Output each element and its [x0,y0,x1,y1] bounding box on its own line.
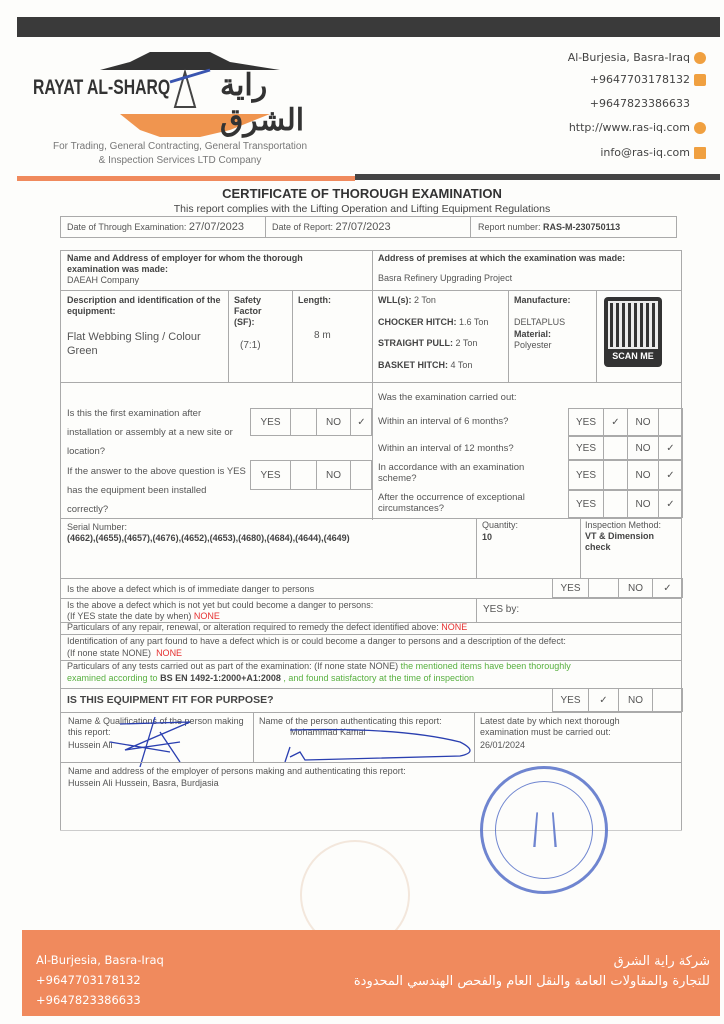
carried-out-3-no-label: NO [627,460,659,490]
carried-out-2-yes-checkbox[interactable] [603,436,628,460]
carried-out-q3: In accordance with an examination scheme? [378,462,525,484]
wll-value: 2 Ton [414,295,436,305]
equipment-desc-label: Description and identification of the equipment: [67,295,221,316]
footer-phone-1: +9647703178132 [36,973,141,987]
contact-text: Al-Burjesia, Basra-Iraq [567,51,690,64]
carried-out-4-yes-label: YES [568,490,604,518]
carried-out-2-no-label: NO [627,436,659,460]
row-divider [60,290,682,291]
maker-value: Hussein Ali [68,740,113,750]
carried-out-label: Was the examination carried out: [378,392,517,403]
yes-by-label: YES by: [483,604,520,615]
first-exam-question: Is this the first examination after installation or assembly at a new site or location? [67,408,233,457]
certificate-subtitle: This report complies with the Lifting Operation and Lifting Equipment Regulations [173,203,551,215]
identification-note: (If none state NONE) [67,648,152,658]
future-danger-value: NONE [193,611,220,621]
maker-label: Name & Qualifications of the person making this report: [68,716,244,737]
authenticator-value: Mohammad Kamal [290,727,366,737]
tagline-line-1: For Trading, General Contracting, General Transportation [52,141,308,152]
website-link[interactable]: http://www.ras-iq.com [568,121,690,134]
carried-out-q2: Within an interval of 12 months? [378,443,514,454]
contact-phone-1 [590,73,706,86]
footer-phone-2: +9647823386633 [36,993,141,1007]
fit-no-checkbox[interactable] [652,688,683,712]
first-exam-yes-label: YES [250,408,291,436]
installed-no-label: NO [316,460,351,490]
qr-scan-label: SCAN ME [612,351,654,361]
future-danger-question: Is the above a defect which is not yet but could become a danger to persons: [67,600,374,610]
carried-out-3-no-checkbox[interactable]: ✓ [658,460,683,490]
row-divider [60,518,682,519]
footer-band [22,930,720,1016]
safety-factor-value: (7:1) [240,340,261,351]
tests-value-2: examined according to [67,673,158,683]
immediate-no-label: NO [618,578,653,598]
first-exam-yes-checkbox[interactable] [290,408,317,436]
carried-out-1-yes-label: YES [568,408,604,436]
installed-yes-label: YES [250,460,291,490]
contact-text: +9647823386633 [589,97,690,110]
col-divider [596,290,597,382]
qr-code[interactable] [604,297,662,367]
footer-tagline-ar: للتجارة والمقاولات العامة والنقل العام والفحص الهندسي المحدودة [353,974,710,989]
col-divider [580,518,581,578]
report-number [478,222,620,233]
premises-value: Basra Refinery Upgrading Project [378,273,513,283]
straight-pull-value: 2 Ton [455,338,478,348]
carried-out-4-no-label: NO [627,490,659,518]
immediate-danger-question: Is the above a defect which is of immediate danger to persons [67,584,315,594]
signatures-ink [100,712,490,772]
method-label: Inspection Method: [585,520,662,530]
fit-no-label: NO [618,688,653,712]
company-stamp [480,766,608,894]
qr-code-icon [608,301,658,349]
premises-label: Address of premises at which the examination was made: [378,253,626,263]
straight-pull-label: STRAIGHT PULL: [378,338,453,348]
choker-label: CHOCKER HITCH: [378,317,457,327]
future-danger-note: (If YES state the date by when) [67,611,192,621]
footer-company-ar: شركة راية الشرق [613,954,710,969]
serial-value: (4662),(4655),(4657),(4676),(4652),(4653),(4680),(4684),(4644),(4649) [67,533,350,543]
col-divider [508,290,509,382]
installed-yes-checkbox[interactable] [290,460,317,490]
row-divider [60,634,682,635]
carried-out-1-no-label: NO [627,408,659,436]
col-divider [476,598,477,622]
material-label: Material: [514,329,552,339]
safety-factor-label: Safety Factor (SF): [234,295,262,327]
row-divider [60,382,682,383]
tests-standard: BS EN 1492-1:2000+A1:2008 [160,673,281,683]
employer-value: DAEAH Company [67,275,140,285]
top-bar [17,17,720,37]
carried-out-4-yes-checkbox[interactable] [603,490,628,518]
carried-out-q1: Within an interval of 6 months? [378,416,509,427]
installed-question: If the answer to the above question is YES has the equipment been installed correctly? [67,466,246,515]
authenticator-label: Name of the person authenticating this report: [259,716,442,726]
employer-of-persons-label: Name and address of the employer of persons making and authenticating this report: [68,766,406,776]
next-exam-label: Latest date by which next thorough examination must be carried out: [480,716,620,737]
manufacture-value: DELTAPLUS [514,317,566,327]
contact-email[interactable] [600,146,706,159]
report-date-value: 27/07/2023 [335,221,391,233]
repair-label: Particulars of any repair, renewal, or alteration required to remedy the defect identified above: [67,622,439,632]
first-exam-no-label: NO [316,408,351,436]
footer-address: Al-Burjesia, Basra-Iraq [36,953,164,967]
carried-out-1-yes-checkbox[interactable]: ✓ [603,408,628,436]
row-divider [60,598,682,599]
report-number-value: RAS-M-230750113 [543,222,621,232]
report-date-label: Date of Report: [272,222,334,232]
method-value: VT & Dimension check [585,531,655,552]
tagline [30,140,330,168]
carried-out-3-yes-label: YES [568,460,604,490]
carried-out-3-yes-checkbox[interactable] [603,460,628,490]
contact-address [568,51,706,64]
exam-date-label: Date of Through Examination: [67,222,187,232]
location-pin-icon [694,52,706,64]
length-label: Length: [298,295,331,305]
quantity-label: Quantity: [482,520,519,530]
carried-out-2-no-checkbox[interactable]: ✓ [658,436,683,460]
report-date [272,222,391,233]
carried-out-2-yes-label: YES [568,436,604,460]
tests-value-1: the mentioned items have been thoroughly [400,661,571,671]
choker-value: 1.6 Ton [459,317,489,327]
col-divider [228,290,229,382]
carried-out-1-no-checkbox[interactable] [658,408,683,436]
company-name-en: RAYAT AL-SHARQ [33,76,171,99]
fit-yes-label: YES [552,688,589,712]
serial-label: Serial Number: [67,522,128,532]
contact-text: +9647703178132 [589,73,690,86]
report-number-label: Report number: [478,222,541,232]
fit-yes-checkbox[interactable]: ✓ [588,688,619,712]
envelope-icon [694,147,706,159]
identification-value: NONE [156,648,183,658]
material-value: Polyester [514,340,552,350]
equipment-desc-value: Flat Webbing Sling / Colour Green [67,331,201,357]
tests-label: Particulars of any tests carried out as part of the examination: (If none state NONE) [67,661,399,671]
wll-label: WLL(s): [378,295,412,305]
carried-out-4-no-checkbox[interactable]: ✓ [658,490,683,518]
next-exam-value: 26/01/2024 [480,740,526,750]
exam-date-value: 27/07/2023 [188,221,244,233]
tests-value-3: , and found satisfactory at the time of inspection [283,673,475,683]
contact-website[interactable] [569,121,706,134]
contact-phone-2 [590,97,690,110]
length-value: 8 m [314,330,331,341]
col-divider [292,290,293,382]
basket-value: 4 Ton [450,360,473,370]
immediate-yes-label: YES [552,578,589,598]
immediate-yes-checkbox[interactable] [588,578,619,598]
row-divider [60,762,682,763]
carried-out-q4: After the occurrence of exceptional circumstances? [378,492,525,514]
tagline-line-2: & Inspection Services LTD Company [98,155,262,166]
identification-label: Identification of any part found to have a defect which is or could become a danger to persons and a description of the defect: [67,636,566,646]
fit-for-purpose-question: IS THIS EQUIPMENT FIT FOR PURPOSE? [67,694,274,706]
installed-no-checkbox[interactable] [350,460,373,490]
globe-icon [694,122,706,134]
company-name-ar: راية الشرق [220,69,305,137]
manufacture-label: Manufacture: [514,295,571,305]
exam-date [67,222,244,233]
certificate-title: CERTIFICATE OF THOROUGH EXAMINATION [222,186,502,201]
phone-icon [694,74,706,86]
header-divider-dark [355,174,720,180]
first-exam-no-checkbox[interactable]: ✓ [350,408,373,436]
header-divider-orange [17,176,355,181]
logo [30,42,330,142]
employer-label: Name and Address of employer for whom the thorough examination was made: [67,253,303,274]
basket-label: BASKET HITCH: [378,360,448,370]
quantity-value: 10 [482,532,493,542]
email-link[interactable]: info@ras-iq.com [600,146,690,159]
employer-of-persons-value: Hussein Ali Hussein, Basra, Burdjasia [68,778,219,788]
immediate-no-checkbox[interactable]: ✓ [652,578,683,598]
repair-value: NONE [441,622,468,632]
col-divider [476,518,477,578]
